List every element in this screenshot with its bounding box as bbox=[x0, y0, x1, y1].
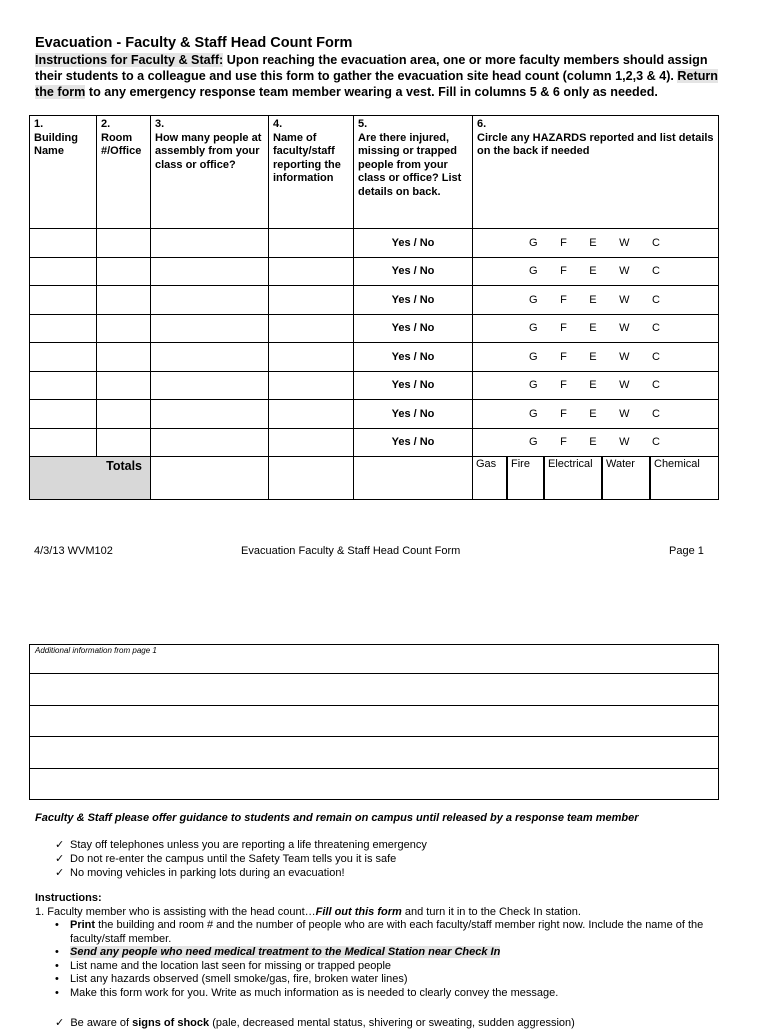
count-cell[interactable] bbox=[151, 371, 269, 400]
check-item bbox=[55, 838, 427, 852]
instruction-bullet bbox=[55, 946, 725, 960]
hazards-cell bbox=[473, 428, 719, 457]
hazard-code[interactable]: E bbox=[589, 379, 597, 392]
instructions-text-2: to any emergency response team member wearing a vest. Fill in columns 5 & 6 only as needed. bbox=[85, 85, 658, 99]
reporter-cell[interactable] bbox=[269, 343, 354, 372]
hazard-code[interactable]: W bbox=[619, 379, 630, 392]
instructions-text-1: Upon reaching the evacuation area, one or more faculty members should assign their students to a colleague and use this form to gather the evacuation site head count (column 1,2,3 & 4). bbox=[35, 53, 708, 83]
building-cell[interactable] bbox=[30, 371, 97, 400]
hazard-code[interactable]: F bbox=[560, 350, 567, 363]
hazard-legend-item: Fire bbox=[508, 457, 545, 499]
table-row bbox=[30, 371, 719, 400]
building-cell[interactable] bbox=[30, 229, 97, 258]
hazard-code[interactable]: C bbox=[652, 236, 660, 249]
totals-label: Totals bbox=[30, 457, 151, 500]
hazards-cell bbox=[473, 286, 719, 315]
check-item bbox=[55, 866, 427, 880]
building-cell[interactable] bbox=[30, 257, 97, 286]
bullet-text: the building and room # and the number of people who are with each faculty/staff member right now. Include the name of the faculty/staff member. bbox=[70, 919, 704, 945]
additional-info-line[interactable] bbox=[30, 674, 719, 706]
hazards-cell bbox=[473, 343, 719, 372]
yes-no-cell[interactable]: Yes / No bbox=[354, 257, 473, 286]
hazard-code[interactable]: G bbox=[529, 322, 538, 335]
hazard-code[interactable]: W bbox=[619, 265, 630, 278]
hazard-code[interactable]: C bbox=[652, 407, 660, 420]
check-item-text: No moving vehicles in parking lots during an evacuation! bbox=[70, 867, 345, 879]
column-label: Name of faculty/staff reporting the information bbox=[273, 131, 341, 184]
column-label: Building Name bbox=[34, 131, 78, 157]
bullet-text: Make this form work for you. Write as much information as is needed to clearly convey the message. bbox=[70, 986, 559, 999]
shock-warning-prefix: Be aware of bbox=[70, 1017, 133, 1029]
bullet-icon: • bbox=[55, 946, 59, 958]
building-cell[interactable] bbox=[30, 314, 97, 343]
additional-info-line[interactable] bbox=[30, 768, 719, 800]
room-cell[interactable] bbox=[97, 371, 151, 400]
head-count-table bbox=[29, 115, 719, 500]
hazard-code[interactable]: C bbox=[652, 379, 660, 392]
building-cell[interactable] bbox=[30, 286, 97, 315]
shock-warning-bold: signs of shock bbox=[132, 1017, 210, 1029]
instruction-item-1-suffix: and turn it in to the Check In station. bbox=[401, 906, 581, 918]
hazard-code[interactable]: G bbox=[529, 350, 538, 363]
footer-page-number: Page 1 bbox=[669, 545, 704, 557]
building-cell[interactable] bbox=[30, 400, 97, 429]
bullet-text: List name and the location last seen for missing or trapped people bbox=[70, 959, 392, 972]
yes-no-cell[interactable]: Yes / No bbox=[354, 314, 473, 343]
instructions-label: Instructions for Faculty & Staff: bbox=[35, 53, 224, 67]
bullet-emphasis-text: Send any people who need medical treatment to the Medical Station near Check In bbox=[70, 946, 501, 958]
instruction-bullet bbox=[55, 973, 725, 987]
hazard-code[interactable]: G bbox=[529, 436, 538, 449]
bullet-icon: • bbox=[55, 959, 59, 972]
column-label: Circle any HAZARDS reported and list details on the back if needed bbox=[477, 131, 714, 157]
hazard-code[interactable]: G bbox=[529, 407, 538, 420]
column-header-6 bbox=[473, 116, 719, 229]
totals-injured-cell[interactable] bbox=[354, 457, 473, 500]
column-number: 5. bbox=[358, 118, 368, 130]
hazards-cell bbox=[473, 371, 719, 400]
footer-title: Evacuation Faculty & Staff Head Count Form bbox=[241, 545, 461, 557]
hazard-code[interactable]: F bbox=[560, 379, 567, 392]
bullet-bold-text: Print bbox=[70, 919, 96, 931]
hazards-cell bbox=[473, 257, 719, 286]
hazard-code[interactable]: W bbox=[619, 293, 630, 306]
hazards-cell bbox=[473, 229, 719, 258]
reporter-cell[interactable] bbox=[269, 286, 354, 315]
hazard-code[interactable]: E bbox=[589, 322, 597, 335]
reporter-cell[interactable] bbox=[269, 257, 354, 286]
check-icon: ✓ bbox=[55, 839, 65, 851]
count-cell[interactable] bbox=[151, 286, 269, 315]
return-form-label: Return the form bbox=[35, 69, 718, 99]
column-number: 6. bbox=[477, 118, 487, 130]
hazard-code[interactable]: E bbox=[589, 265, 597, 278]
table-row bbox=[30, 229, 719, 258]
hazard-code[interactable]: G bbox=[529, 236, 538, 249]
instruction-bullet bbox=[55, 960, 725, 974]
hazard-code[interactable]: F bbox=[560, 407, 567, 420]
building-cell[interactable] bbox=[30, 343, 97, 372]
hazard-codes bbox=[473, 436, 718, 448]
reporter-cell[interactable] bbox=[269, 314, 354, 343]
hazard-code[interactable]: G bbox=[529, 293, 538, 306]
additional-info-heading: Additional information from page 1 bbox=[30, 645, 719, 674]
column-label: Room #/Office bbox=[101, 131, 142, 157]
hazard-code[interactable]: C bbox=[652, 350, 660, 363]
room-cell[interactable] bbox=[97, 286, 151, 315]
additional-info-line[interactable] bbox=[30, 737, 719, 769]
hazards-cell bbox=[473, 314, 719, 343]
additional-info-line[interactable] bbox=[30, 705, 719, 737]
yes-no-cell[interactable]: Yes / No bbox=[354, 286, 473, 315]
count-cell[interactable] bbox=[151, 343, 269, 372]
yes-no-cell[interactable]: Yes / No bbox=[354, 371, 473, 400]
reporter-cell[interactable] bbox=[269, 400, 354, 429]
hazard-code[interactable]: W bbox=[619, 322, 630, 335]
hazard-code[interactable]: F bbox=[560, 236, 567, 249]
totals-count-cell[interactable] bbox=[151, 457, 269, 500]
column-header-2 bbox=[97, 116, 151, 229]
hazard-codes bbox=[473, 379, 718, 391]
hazard-code[interactable]: E bbox=[589, 407, 597, 420]
hazard-code[interactable]: F bbox=[560, 436, 567, 449]
hazard-codes bbox=[473, 237, 718, 249]
column-number: 4. bbox=[273, 118, 283, 130]
room-cell[interactable] bbox=[97, 428, 151, 457]
room-cell[interactable] bbox=[97, 400, 151, 429]
table-row bbox=[30, 343, 719, 372]
column-header-5 bbox=[354, 116, 473, 229]
room-cell[interactable] bbox=[97, 229, 151, 258]
column-label: How many people at assembly from your class or office? bbox=[155, 131, 262, 171]
hazards-cell bbox=[473, 400, 719, 429]
room-cell[interactable] bbox=[97, 257, 151, 286]
reporter-cell[interactable] bbox=[269, 371, 354, 400]
hazard-code[interactable]: C bbox=[652, 293, 660, 306]
instructions-paragraph bbox=[35, 52, 725, 100]
table-row bbox=[30, 286, 719, 315]
hazard-legend-item: Water bbox=[603, 457, 651, 499]
instruction-item-1-prefix: 1. Faculty member who is assisting with the head count… bbox=[35, 906, 316, 918]
instruction-bullet bbox=[55, 987, 725, 1001]
hazard-codes bbox=[473, 265, 718, 277]
table-row bbox=[30, 400, 719, 429]
column-header-3 bbox=[151, 116, 269, 229]
count-cell[interactable] bbox=[151, 229, 269, 258]
form-title: Evacuation - Faculty & Staff Head Count Form bbox=[35, 35, 353, 51]
bullet-icon: • bbox=[55, 986, 59, 999]
room-cell[interactable] bbox=[97, 343, 151, 372]
bullet-icon: • bbox=[55, 919, 59, 931]
shock-warning bbox=[55, 1016, 575, 1029]
table-row bbox=[30, 257, 719, 286]
column-number: 2. bbox=[101, 118, 111, 130]
hazard-code[interactable]: F bbox=[560, 293, 567, 306]
footer-date-code: 4/3/13 WVM102 bbox=[34, 545, 113, 557]
hazard-code[interactable]: E bbox=[589, 436, 597, 449]
check-icon: ✓ bbox=[55, 1017, 65, 1029]
check-icon: ✓ bbox=[55, 853, 65, 865]
hazard-legend-item: Electrical bbox=[545, 457, 603, 499]
yes-no-cell[interactable]: Yes / No bbox=[354, 229, 473, 258]
bullet-text: List any hazards observed (smell smoke/gas, fire, broken water lines) bbox=[70, 973, 408, 985]
check-item-text: Stay off telephones unless you are reporting a life threatening emergency bbox=[70, 839, 427, 851]
count-cell[interactable] bbox=[151, 257, 269, 286]
hazard-code[interactable]: W bbox=[619, 436, 630, 449]
hazard-code[interactable]: G bbox=[529, 379, 538, 392]
hazard-codes bbox=[473, 408, 718, 420]
totals-reporter-cell[interactable] bbox=[269, 457, 354, 500]
column-number: 3. bbox=[155, 118, 165, 130]
reporter-cell[interactable] bbox=[269, 428, 354, 457]
count-cell[interactable] bbox=[151, 400, 269, 429]
column-header-1 bbox=[30, 116, 97, 229]
check-icon: ✓ bbox=[55, 867, 65, 879]
hazard-code[interactable]: C bbox=[652, 265, 660, 278]
count-cell[interactable] bbox=[151, 314, 269, 343]
check-item-text: Do not re-enter the campus until the Safety Team tells you it is safe bbox=[70, 853, 397, 865]
guidance-statement: Faculty & Staff please offer guidance to students and remain on campus until released by a response team member bbox=[35, 812, 639, 824]
yes-no-cell[interactable]: Yes / No bbox=[354, 343, 473, 372]
check-item bbox=[55, 852, 427, 866]
hazard-legend-cell bbox=[473, 457, 719, 500]
hazard-code[interactable]: F bbox=[560, 322, 567, 335]
hazard-codes bbox=[473, 322, 718, 334]
hazard-code[interactable]: G bbox=[529, 265, 538, 278]
instruction-item-1 bbox=[35, 906, 581, 918]
hazard-code[interactable]: E bbox=[589, 293, 597, 306]
hazard-code[interactable]: W bbox=[619, 236, 630, 249]
yes-no-cell[interactable]: Yes / No bbox=[354, 400, 473, 429]
totals-row bbox=[30, 457, 719, 500]
hazard-legend bbox=[473, 457, 718, 499]
hazard-codes bbox=[473, 294, 718, 306]
hazard-code[interactable]: E bbox=[589, 236, 597, 249]
column-label: Are there injured, missing or trapped people from your class or office? List details on back. bbox=[358, 131, 462, 198]
instruction-item-1-bold: Fill out this form bbox=[315, 906, 402, 918]
hazard-legend-item: Gas bbox=[473, 457, 508, 499]
instruction-bullet bbox=[55, 919, 725, 946]
hazard-codes bbox=[473, 351, 718, 363]
table-header-row bbox=[30, 116, 719, 229]
column-header-4 bbox=[269, 116, 354, 229]
instruction-bullets bbox=[55, 919, 725, 1000]
hazard-code[interactable]: C bbox=[652, 436, 660, 449]
shock-warning-suffix: (pale, decreased mental status, shivering or sweating, sudden aggression) bbox=[209, 1017, 575, 1029]
bullet-icon: • bbox=[55, 973, 59, 985]
hazard-code[interactable]: E bbox=[589, 350, 597, 363]
building-cell[interactable] bbox=[30, 428, 97, 457]
count-cell[interactable] bbox=[151, 428, 269, 457]
instructions-heading: Instructions: bbox=[35, 892, 102, 904]
additional-info-box bbox=[29, 644, 719, 800]
yes-no-cell[interactable]: Yes / No bbox=[354, 428, 473, 457]
column-number: 1. bbox=[34, 118, 44, 130]
hazard-code[interactable]: W bbox=[619, 350, 630, 363]
table-row bbox=[30, 314, 719, 343]
hazard-code[interactable]: F bbox=[560, 265, 567, 278]
reporter-cell[interactable] bbox=[269, 229, 354, 258]
hazard-code[interactable]: C bbox=[652, 322, 660, 335]
hazard-code[interactable]: W bbox=[619, 407, 630, 420]
table-row bbox=[30, 428, 719, 457]
check-list bbox=[55, 838, 427, 880]
hazard-legend-item: Chemical bbox=[654, 458, 700, 470]
room-cell[interactable] bbox=[97, 314, 151, 343]
